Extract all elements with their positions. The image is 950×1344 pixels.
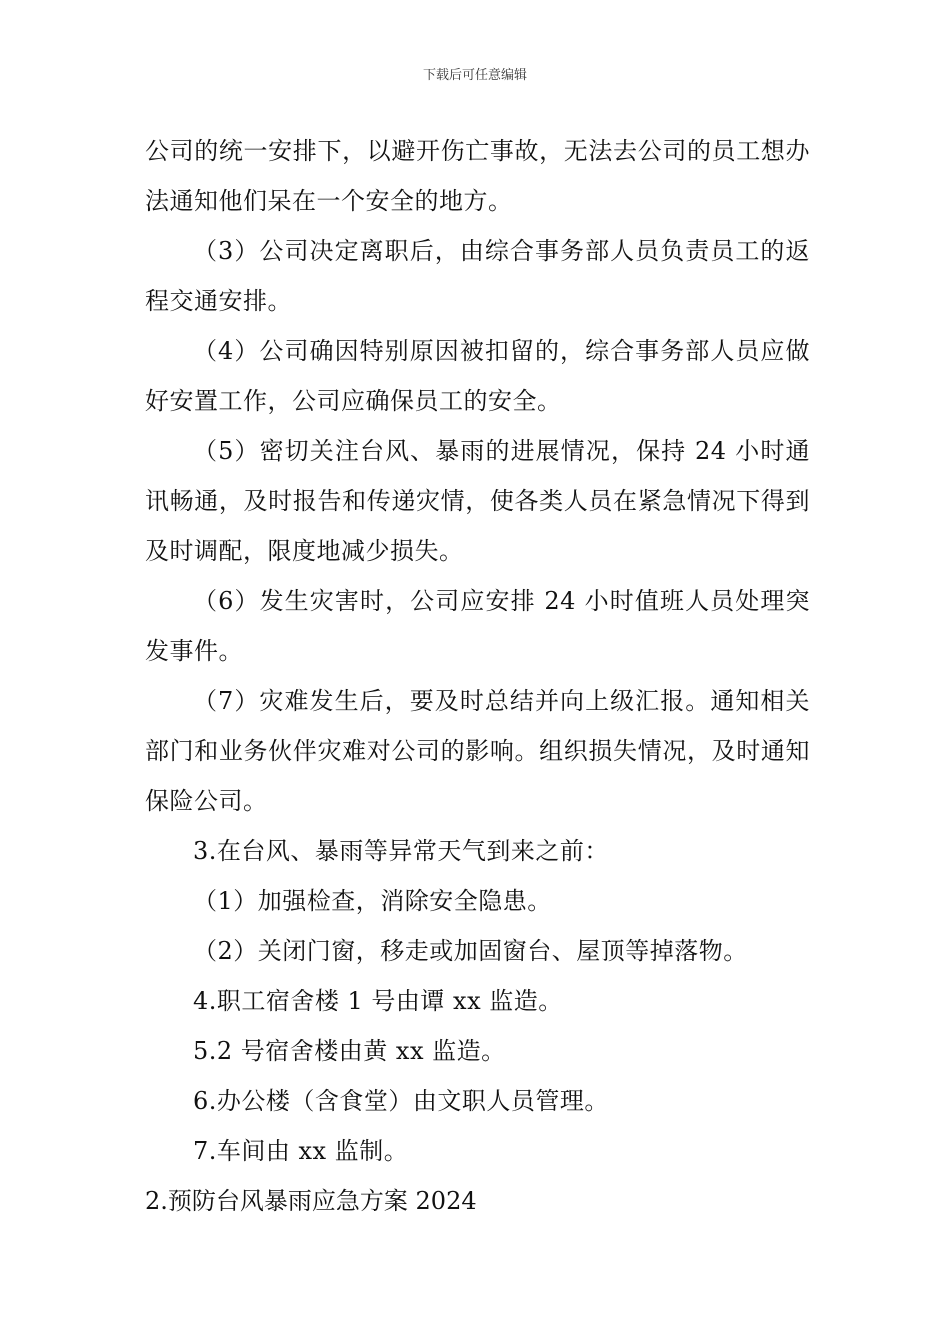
- paragraph-section-5: 5.2 号宿舍楼由黄 xx 监造。: [193, 1037, 506, 1065]
- paragraph-subitem-1: （1）加强检查，消除安全隐患。: [193, 887, 552, 915]
- section-heading: 2.预防台风暴雨应急方案 2024: [145, 1187, 477, 1215]
- paragraph-item-6: （6）发生灾害时，公司应安排 24 小时值班人员处理突发事件。: [145, 587, 810, 665]
- paragraph-item-7: （7）灾难发生后，要及时总结并向上级汇报。通知相关部门和业务伙伴灾难对公司的影响。组织损失情况，及时通知保险公司。: [145, 687, 810, 815]
- paragraph-section-7: 7.车间由 xx 监制。: [193, 1137, 409, 1165]
- paragraph-item-3: （3）公司决定离职后，由综合事务部人员负责员工的返程交通安排。: [145, 237, 810, 315]
- paragraph-section-6: 6.办公楼（含食堂）由文职人员管理。: [193, 1087, 609, 1115]
- paragraph-item-5: （5）密切关注台风、暴雨的进展情况，保持 24 小时通讯畅通，及时报告和传递灾情，使各类人员在紧急情况下得到及时调配，限度地减少损失。: [145, 437, 810, 565]
- page-header: 下载后可任意编辑: [422, 68, 527, 83]
- paragraph-subitem-2: （2）关闭门窗，移走或加固窗台、屋顶等掉落物。: [193, 937, 748, 965]
- paragraph-section-3: 3.在台风、暴雨等异常天气到来之前：: [193, 837, 609, 865]
- document-body: [145, 126, 810, 1226]
- paragraph-item-4: （4）公司确因特别原因被扣留的，综合事务部人员应做好安置工作，公司应确保员工的安全。: [145, 337, 810, 415]
- paragraph-section-4: 4.职工宿舍楼 1 号由谭 xx 监造。: [193, 987, 563, 1015]
- paragraph-1: 公司的统一安排下，以避开伤亡事故，无法去公司的员工想办法通知他们呆在一个安全的地方。: [145, 137, 810, 215]
